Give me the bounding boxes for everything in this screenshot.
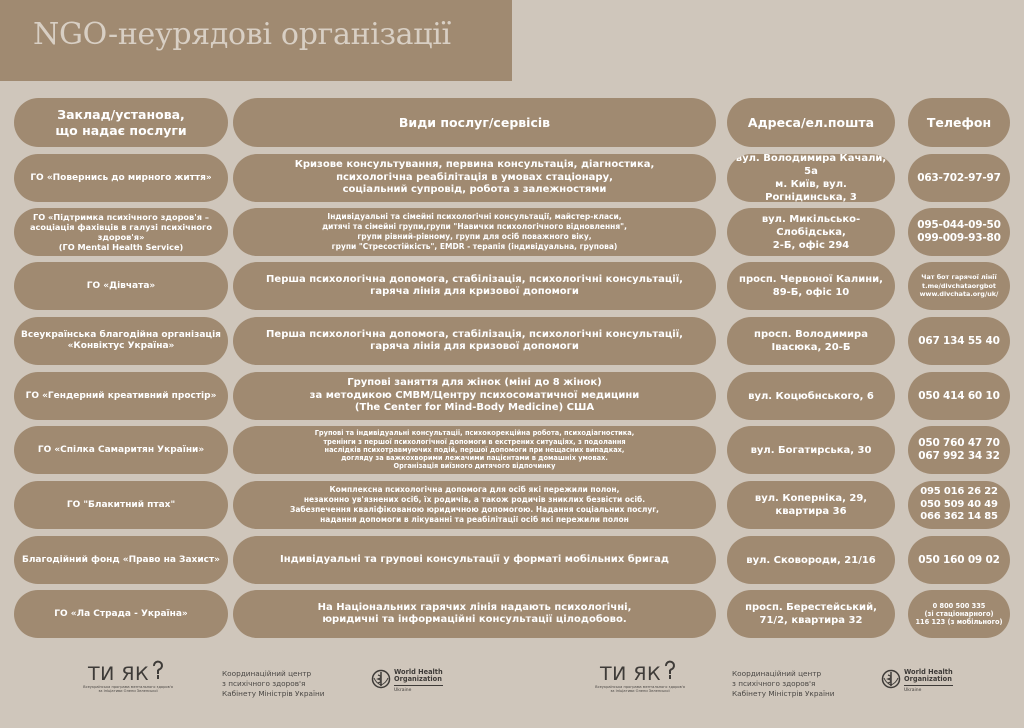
- phone-cell: 050 160 09 02: [908, 536, 1010, 584]
- address-cell: просп. Червоної Калини, 89-Б, офіс 10: [727, 262, 895, 310]
- address-cell: просп. Берестейський, 71/2, квартира 32: [727, 590, 895, 638]
- services-cell: Групові та індивідуальні консультації, психокорекційна робота, психодіагностика, тренінги з першої психологічної допомоги в екстрених ситуаціях, з подолання наслідків психотравмуючих подій, першої допомоги при нещасних випадках, догляду за важкохворими лежачими пацієнтами в домашніх умовах. Організація виїзного дитячого відпочинку: [233, 426, 716, 474]
- tiyak-logo: [590, 660, 690, 710]
- services-cell: На Національних гарячих лінія надають психологічні, юридичні та інформаційні консультації цілодобово.: [233, 590, 716, 638]
- org-cell: ГО "Блакитний птах": [14, 481, 228, 529]
- org-cell: ГО «Підтримка психічного здоров'я – асоціація фахівців в галузі психічного здоров'я» (ГО Mental Health Service): [14, 208, 228, 256]
- services-cell: Перша психологічна допомога, стабілізація, психологічні консультації, гаряча лінія для кризової допомоги: [233, 317, 716, 365]
- org-cell: ГО «Спілка Самаритян України»: [14, 426, 228, 474]
- who-name: World Health Organization: [394, 668, 443, 683]
- address-cell: вул. Коцюбнського, 6: [727, 372, 895, 420]
- tiyak-subtitle: Всеукраїнська програма ментального здоров'я за ініціативи Олени Зеленської: [83, 685, 173, 694]
- who-logo: [881, 669, 953, 719]
- who-emblem-icon: [881, 669, 901, 693]
- phone-cell: 095-044-09-50 099-009-93-80: [908, 208, 1010, 256]
- tiyak-question-icon: [151, 660, 165, 685]
- services-cell: Індивідуальні та групові консультації у форматі мобільних бригад: [233, 536, 716, 584]
- address-cell: просп. Володимира Івасюка, 20-Б: [727, 317, 895, 365]
- coordination-center-text: Координаційний центр з психічного здоров'я Кабінету Міністрів України: [732, 669, 835, 698]
- org-cell: ГО «Повернись до мирного життя»: [14, 154, 228, 202]
- phone-cell: 0 800 500 335 (зі стаціонарного) 116 123 (з мобільного): [908, 590, 1010, 638]
- title-banner: [0, 0, 512, 81]
- org-cell: ГО «Гендерний креативний простір»: [14, 372, 228, 420]
- page-title: NGO-неурядові організації: [33, 17, 451, 52]
- address-cell: вул. Богатирська, 30: [727, 426, 895, 474]
- tiyak-logo-text: ТИ ЯК: [88, 663, 150, 685]
- tiyak-question-icon: [663, 660, 677, 685]
- phone-cell: 063-702-97-97: [908, 154, 1010, 202]
- services-cell: Індивідуальні та сімейні психологічні консультації, майстер-класи, дитячі та сімейні групи,групи "Навички психологічного відновлення", групи рівний-рівному, групи для осіб поважного віку, групи "Стресостійкість", EMDR - терапія (індивідуальна, групова): [233, 208, 716, 256]
- phone-cell: 067 134 55 40: [908, 317, 1010, 365]
- coordination-center-text: Координаційний центр з психічного здоров'я Кабінету Міністрів України: [222, 669, 325, 698]
- who-country: Ukraine: [904, 685, 953, 693]
- org-cell: ГО «Дівчата»: [14, 262, 228, 310]
- phone-cell: 050 414 60 10: [908, 372, 1010, 420]
- header-org: Заклад/установа, що надає послуги: [14, 98, 228, 147]
- phone-cell: 095 016 26 22 050 509 40 49 066 362 14 85: [908, 481, 1010, 529]
- tiyak-logo: [78, 660, 178, 710]
- phone-cell: 050 760 47 70 067 992 34 32: [908, 426, 1010, 474]
- address-cell: вул. Микільсько-Слобідська, 2-Б, офіс 294: [727, 208, 895, 256]
- services-cell: Перша психологічна допомога, стабілізація, психологічні консультації, гаряча лінія для кризової допомоги: [233, 262, 716, 310]
- org-cell: Благодійний фонд «Право на Захист»: [14, 536, 228, 584]
- header-phone: Телефон: [908, 98, 1010, 147]
- org-cell: ГО «Ла Страда - Україна»: [14, 590, 228, 638]
- who-country: Ukraine: [394, 685, 443, 693]
- services-cell: Групові заняття для жінок (міні до 8 жінок) за методикою CMBM/Центру психосоматичної медицини (The Center for Mind-Body Medicine) США: [233, 372, 716, 420]
- who-emblem-icon: [371, 669, 391, 693]
- address-cell: вул. Володимира Качали, 5а м. Київ, вул. Рогнідинська, 3: [727, 154, 895, 202]
- services-cell: Комплексна психологічна допомога для осіб які пережили полон, незаконно ув'язнених осіб, їх родичів, а також родичів зниклих безвісти осіб. Забезпечення кваліфікованою юридичною допомогою. Надання соціальних послуг, надання допомоги в лікуванні та реабілітації осіб які пережили полон: [233, 481, 716, 529]
- tiyak-logo-text: ТИ ЯК: [600, 663, 662, 685]
- who-name: World Health Organization: [904, 668, 953, 683]
- header-address: Адреса/ел.пошта: [727, 98, 895, 147]
- header-services: Види послуг/сервісів: [233, 98, 716, 147]
- tiyak-subtitle: Всеукраїнська програма ментального здоров'я за ініціативи Олени Зеленської: [595, 685, 685, 694]
- services-cell: Кризове консультування, первина консультація, діагностика, психологічна реабілітація в умовах стаціонару, соціальний супровід, робота з залежностями: [233, 154, 716, 202]
- who-logo: [371, 669, 443, 719]
- org-cell: Всеукраїнська благодійна організація «Конвіктус Україна»: [14, 317, 228, 365]
- address-cell: вул. Сковороди, 21/16: [727, 536, 895, 584]
- address-cell: вул. Коперніка, 29, квартира 36: [727, 481, 895, 529]
- phone-cell: Чат бот гарячої лінії t.me/divchataorgbot www.divchata.org/uk/: [908, 262, 1010, 310]
